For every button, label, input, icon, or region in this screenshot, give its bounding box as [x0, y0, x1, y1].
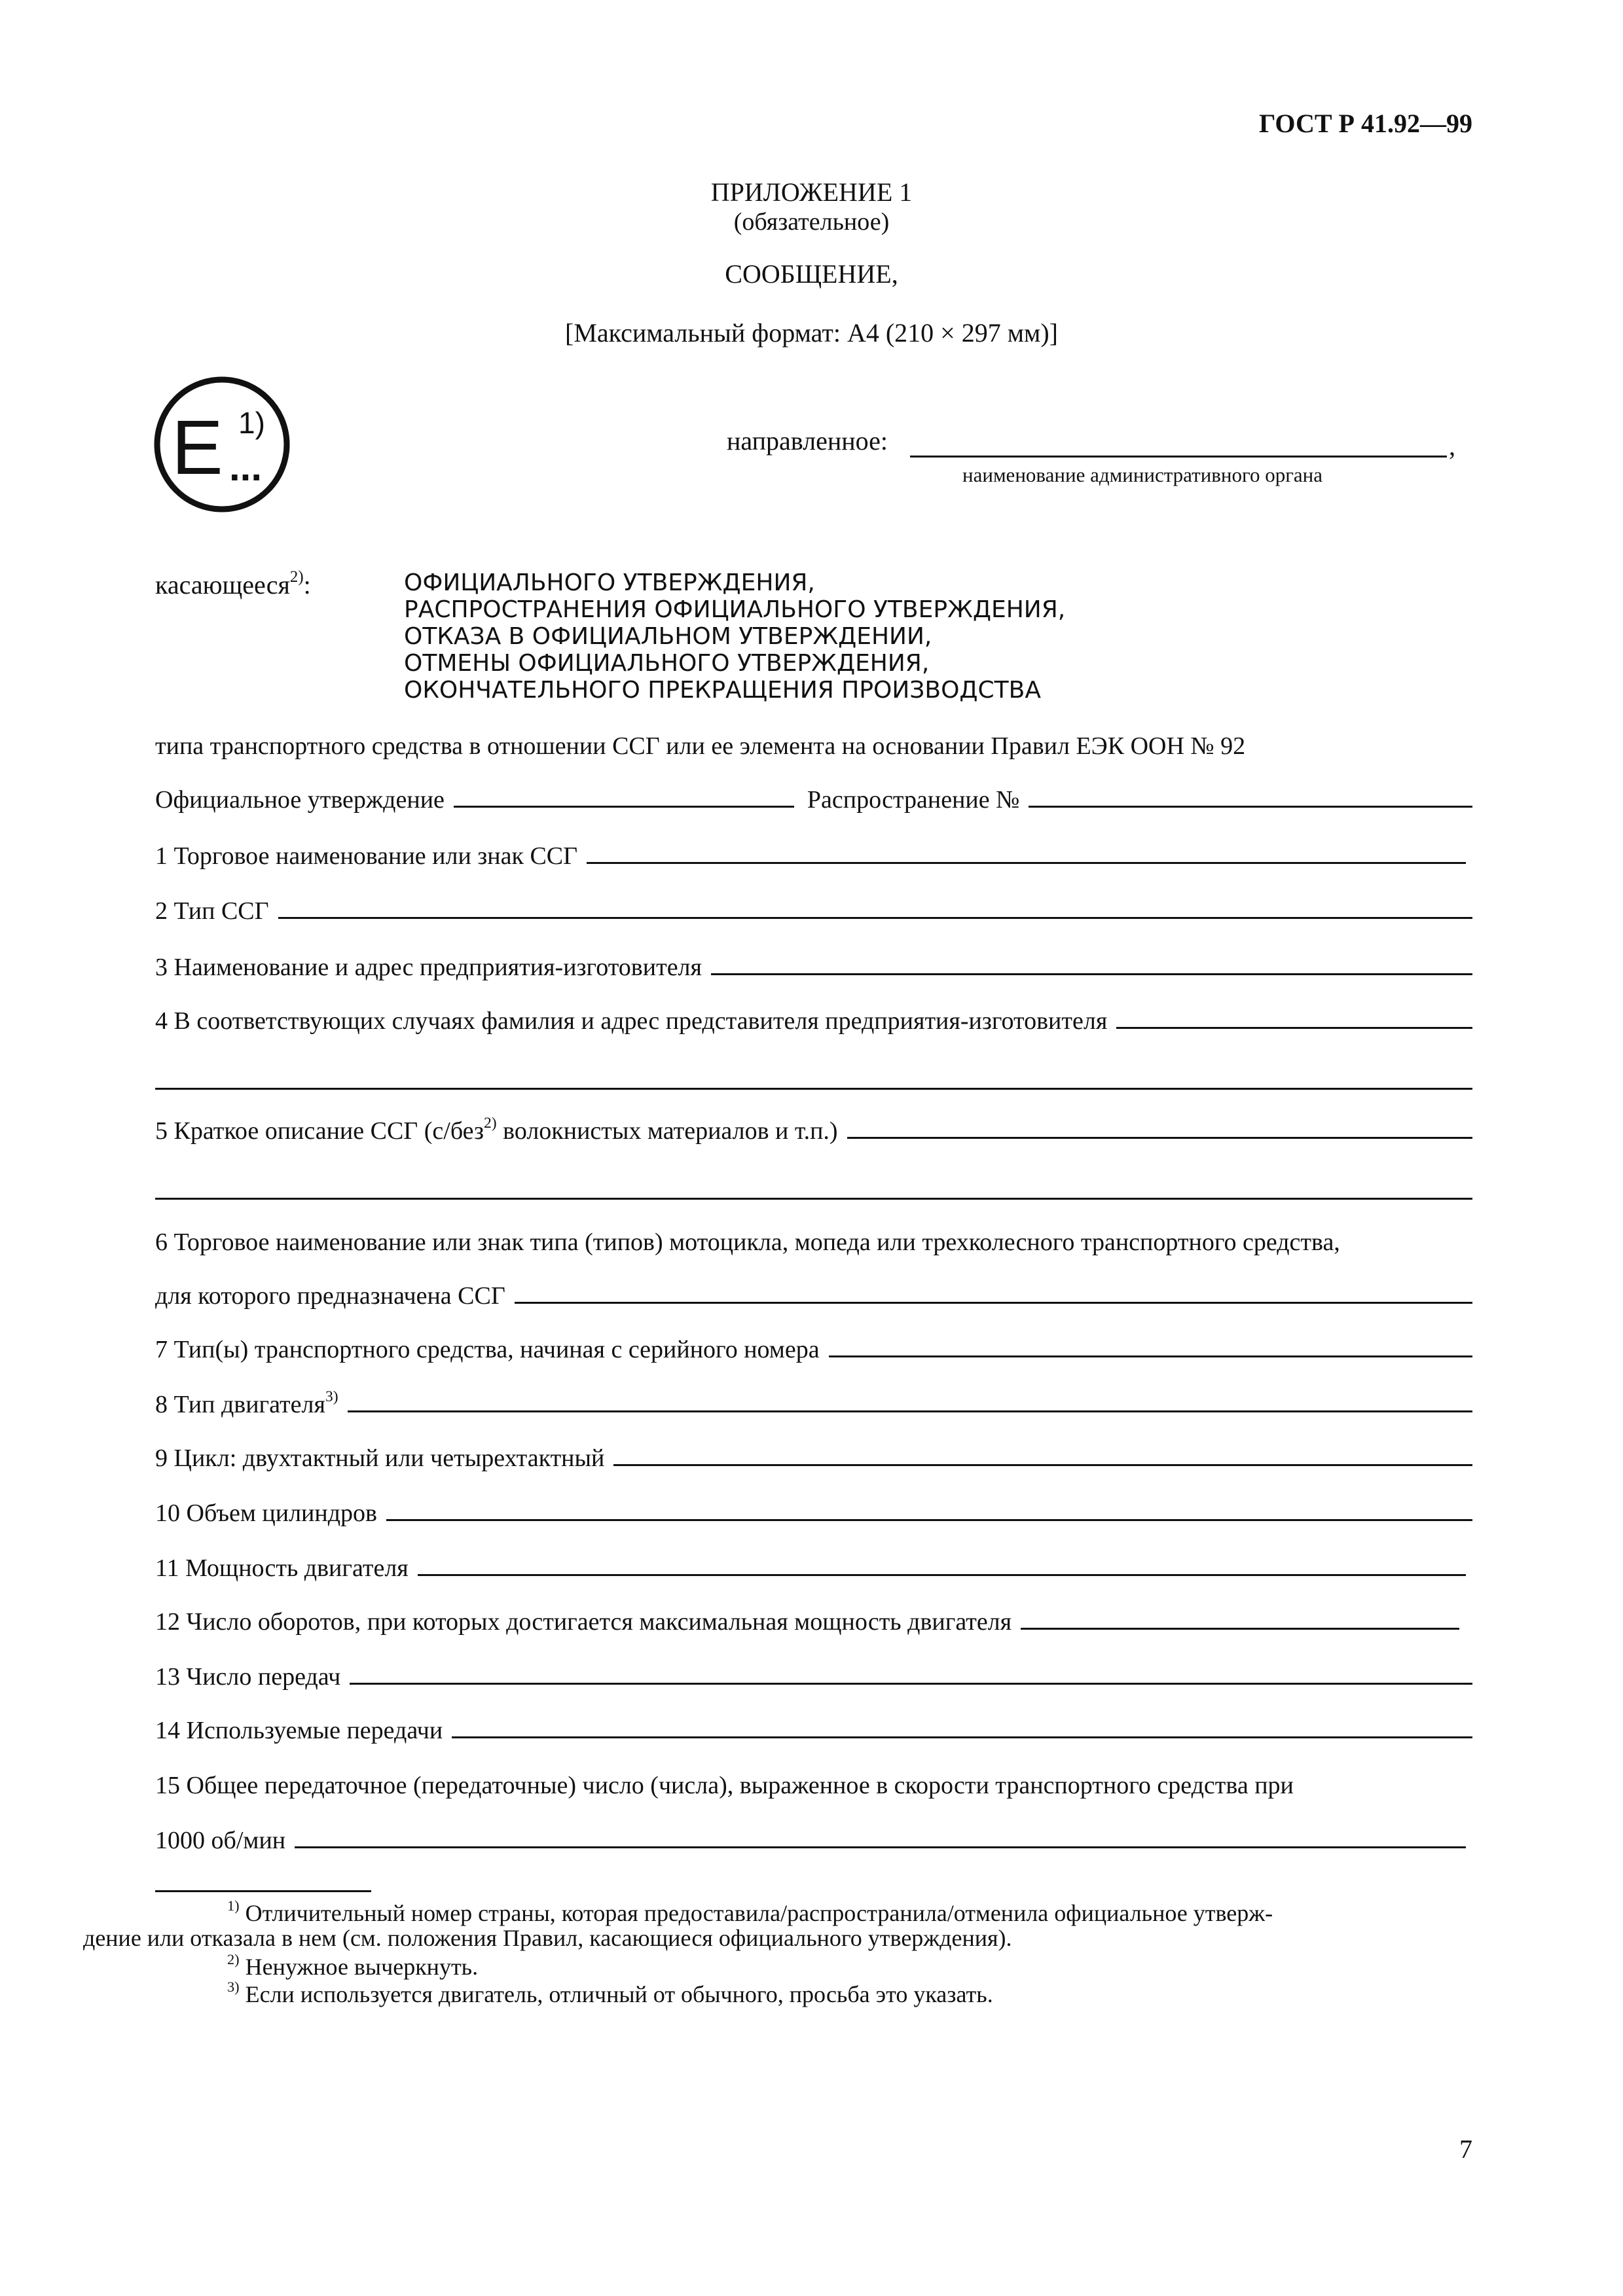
sent-to-caption: наименование административного органа — [962, 463, 1323, 486]
field-label: 8 Тип двигателя$^{3)}$ — [155, 1388, 338, 1418]
concerning-label: касающееся$^{2)}$: — [155, 567, 311, 600]
standard-code: ГОСТ Р 41.92—99 — [1258, 109, 1472, 138]
field-line[interactable] — [386, 1499, 1472, 1521]
footnote-separator — [155, 1890, 371, 1892]
footnote-2: $^{2)}$ Ненужное вычеркнуть. — [227, 1950, 479, 1980]
footnote-ref: 2) — [484, 1114, 497, 1132]
footnote-ref: 2) — [289, 567, 304, 586]
field-label: 2 Тип ССГ — [155, 897, 269, 925]
sent-to-field[interactable] — [910, 456, 1447, 457]
field-row-14 — [155, 1716, 1472, 1745]
extension-label: Распространение № — [807, 786, 1020, 814]
concerning-item: ОКОНЧАТЕЛЬНОГО ПРЕКРАЩЕНИЯ ПРОИЗВОДСТВА — [404, 677, 1041, 704]
footnote-ref: 1) — [227, 1897, 240, 1914]
field-row-13 — [155, 1662, 1472, 1691]
field-row-6 — [155, 1282, 1472, 1310]
approval-mark-icon — [152, 374, 292, 514]
concerning-item: ОТКАЗА В ОФИЦИАЛЬНОМ УТВЕРЖДЕНИИ, — [404, 623, 932, 650]
field-line[interactable] — [295, 1827, 1466, 1848]
field-line[interactable] — [348, 1391, 1472, 1412]
field-line[interactable] — [452, 1717, 1472, 1738]
footnote-ref: 3) — [325, 1388, 338, 1405]
type-statement: типа транспортного средства в отношении ССГ или ее элемента на основании Правил ЕЭК ООН № 92 — [155, 732, 1246, 760]
field-row-12 — [155, 1607, 1472, 1636]
field-label: 11 Мощность двигателя — [155, 1554, 409, 1582]
sent-to-label: направленное: — [727, 426, 888, 456]
field-line[interactable] — [711, 954, 1472, 975]
field-line[interactable] — [829, 1336, 1472, 1357]
field-row-2 — [155, 897, 1472, 925]
field-row-15 — [155, 1826, 1472, 1855]
field-line[interactable] — [515, 1282, 1472, 1304]
field-row-11 — [155, 1554, 1472, 1583]
approval-mark-letter: E — [172, 404, 223, 491]
field-line[interactable] — [847, 1117, 1472, 1139]
field-row-1 — [155, 842, 1472, 870]
field-label: 4 В соответствующих случаях фамилия и адрес представителя предприятия-изготовителя — [155, 1007, 1108, 1035]
approval-mark-dots: ... — [229, 445, 263, 489]
field-label: 9 Цикл: двухтактный или четырехтактный — [155, 1444, 605, 1472]
field-line[interactable] — [1021, 1608, 1459, 1630]
footnote-ref: 2) — [227, 1950, 240, 1967]
format-note: [Максимальный формат: А4 (210 × 297 мм)] — [565, 318, 1058, 348]
field-row-3 — [155, 953, 1472, 982]
concerning-item: ОТМЕНЫ ОФИЦИАЛЬНОГО УТВЕРЖДЕНИЯ, — [404, 650, 930, 677]
field-line[interactable] — [350, 1663, 1472, 1685]
field-label: 13 Число передач — [155, 1663, 341, 1691]
field-line[interactable] — [587, 842, 1466, 864]
field-label: 12 Число оборотов, при которых достигается максимальная мощность двигателя — [155, 1608, 1012, 1636]
extension-field[interactable] — [1029, 786, 1472, 808]
approval-mark-footnote-ref: 1) — [238, 406, 265, 440]
field-label-15a: 15 Общее передаточное (передаточные) число (числа), выраженное в скорости транспортного средства при — [155, 1772, 1294, 1799]
field-line-continuation[interactable] — [155, 1088, 1472, 1090]
field-label-6a: 6 Торговое наименование или знак типа (типов) мотоцикла, мопеда или трехколесного транспортного средства, — [155, 1229, 1340, 1256]
footnote-3: $^{3)}$ Если используется двигатель, отличный от обычного, просьба это указать. — [227, 1978, 993, 2007]
field-row-5 — [155, 1114, 1472, 1145]
field-line-continuation[interactable] — [155, 1198, 1472, 1200]
annex-subtitle: (обязательное) — [733, 208, 890, 236]
field-row-8 — [155, 1390, 1472, 1419]
concerning-item: ОФИЦИАЛЬНОГО УТВЕРЖДЕНИЯ, — [404, 569, 815, 596]
field-label: для которого предназначена ССГ — [155, 1282, 505, 1310]
field-label: 1 Торговое наименование или знак ССГ — [155, 842, 578, 870]
field-row-10 — [155, 1499, 1472, 1528]
field-label: 1000 об/мин — [155, 1827, 286, 1854]
approval-row — [155, 785, 1472, 814]
field-line[interactable] — [278, 897, 1472, 919]
message-title: СООБЩЕНИЕ, — [725, 259, 898, 289]
page-number: 7 — [1459, 2134, 1472, 2164]
field-label: 5 Краткое описание ССГ (с/без$^{2)}$ волокнистых материалов и т.п.) — [155, 1114, 838, 1145]
field-line[interactable] — [418, 1554, 1466, 1576]
approval-label: Официальное утверждение — [155, 786, 445, 814]
field-label: 3 Наименование и адрес предприятия-изготовителя — [155, 954, 702, 981]
field-label: 7 Тип(ы) транспортного средства, начиная с серийного номера — [155, 1336, 820, 1363]
annex-title: ПРИЛОЖЕНИЕ 1 — [710, 177, 913, 207]
field-row-7 — [155, 1335, 1472, 1364]
field-line[interactable] — [613, 1444, 1472, 1466]
field-line[interactable] — [1116, 1007, 1472, 1029]
field-label: 14 Используемые передачи — [155, 1717, 443, 1744]
field-row-9 — [155, 1444, 1472, 1473]
approval-field[interactable] — [454, 786, 794, 808]
field-row-4 — [155, 1007, 1472, 1035]
footnote-1: $^{1)}$ Отличительный номер страны, которая предоставила/распространила/отменила официальное утверж- дение или отказала в нем (см. положения Правил, касающиеся официального утверждения). — [83, 1897, 1273, 1951]
sent-to-comma: , — [1449, 431, 1455, 461]
footnote-ref: 3) — [227, 1978, 240, 1995]
concerning-list — [404, 569, 1065, 704]
field-label: 10 Объем цилиндров — [155, 1499, 377, 1527]
concerning-item: РАСПРОСТРАНЕНИЯ ОФИЦИАЛЬНОГО УТВЕРЖДЕНИЯ, — [404, 596, 1066, 623]
